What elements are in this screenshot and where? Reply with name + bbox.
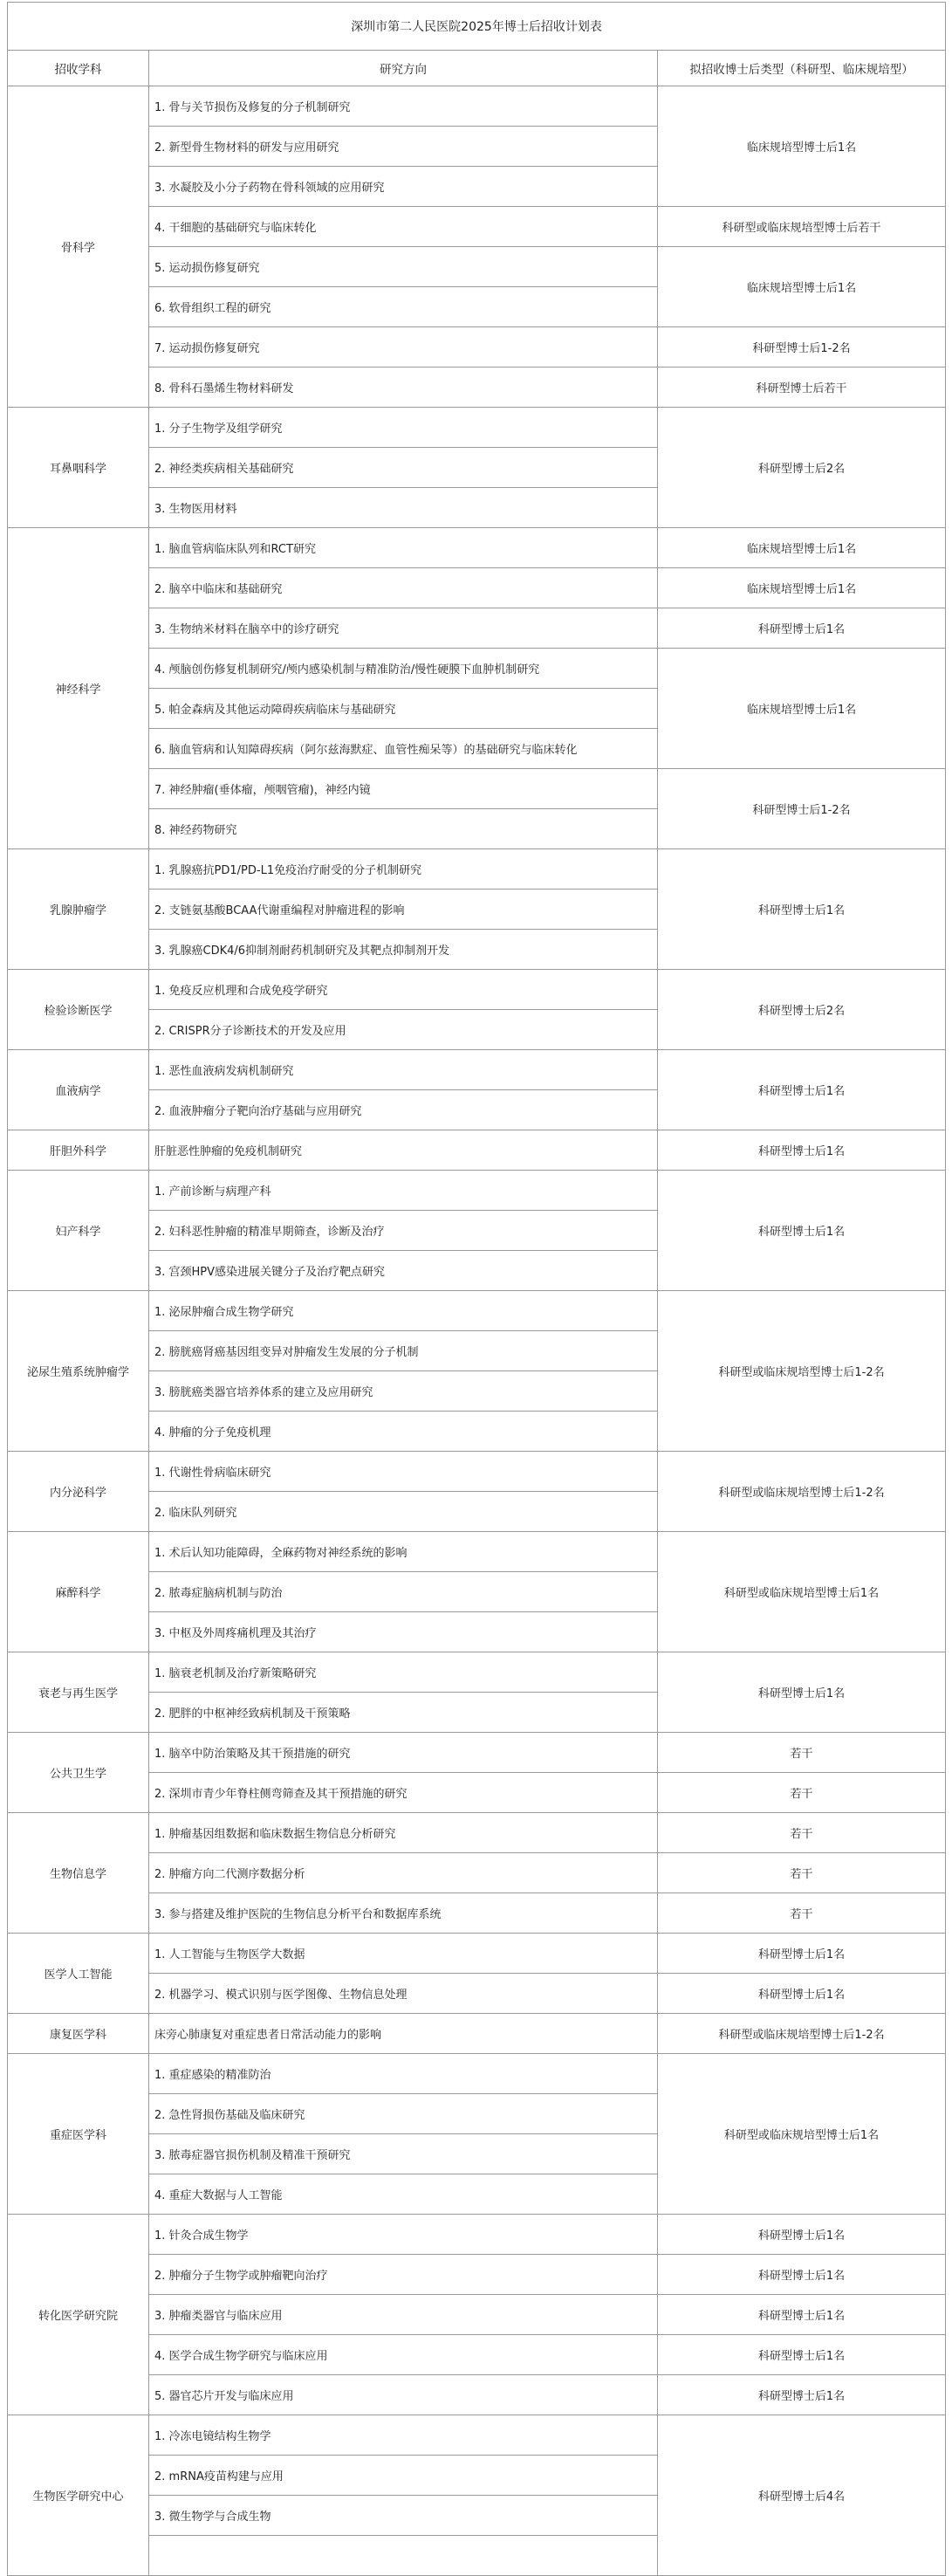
direction-cell: 4. 干细胞的基础研究与临床转化: [149, 207, 658, 247]
direction-cell: 肝脏恶性肿瘤的免疫机制研究: [149, 1130, 658, 1171]
direction-cell: 3. 生物纳米材料在脑卒中的诊疗研究: [149, 608, 658, 649]
table-row: [8, 1853, 946, 1893]
table-row: [8, 1532, 946, 1572]
table-row: [8, 2415, 946, 2456]
type-cell: 科研型或临床规培型博士后若干: [658, 207, 946, 247]
direction-cell: 1. 针灸合成生物学: [149, 2215, 658, 2255]
table-row: [8, 2014, 946, 2054]
type-cell: 科研型博士后2名: [658, 970, 946, 1050]
direction-cell: 3. 膀胱癌类器官培养体系的建立及应用研究: [149, 1371, 658, 1412]
direction-cell: 1. 术后认知功能障碍，全麻药物对神经系统的影响: [149, 1532, 658, 1572]
subject-cell: 衰老与再生医学: [8, 1652, 149, 1733]
type-cell: 科研型或临床规培型博士后1-2名: [658, 2014, 946, 2054]
table-row: [8, 1934, 946, 1974]
table-row: [8, 207, 946, 247]
table-row: [8, 1813, 946, 1853]
header-subject: 招收学科: [8, 51, 149, 86]
direction-cell: 8. 骨科石墨烯生物材料研发: [149, 368, 658, 408]
direction-cell: 3. 脓毒症器官损伤机制及精准干预研究: [149, 2134, 658, 2174]
type-cell: 科研型博士后2名: [658, 408, 946, 528]
subject-cell: 肝胆外科学: [8, 1130, 149, 1171]
table-row: [8, 2295, 946, 2335]
subject-cell: 医学人工智能: [8, 1934, 149, 2014]
direction-cell: 3. 中枢及外周疼痛机理及其治疗: [149, 1612, 658, 1652]
type-cell: 科研型博士后若干: [658, 368, 946, 408]
recruitment-plan-table: [7, 2, 946, 2576]
table-row: [8, 608, 946, 649]
table-row: [8, 1733, 946, 1773]
table-row: [8, 327, 946, 368]
direction-cell: 2. 血液肿瘤分子靶向治疗基础与应用研究: [149, 1090, 658, 1130]
type-cell: 科研型博士后1名: [658, 608, 946, 649]
direction-cell: 2. 临床队列研究: [149, 1492, 658, 1532]
table-row: [8, 1893, 946, 1934]
direction-cell: 1. 免疫反应机理和合成免疫学研究: [149, 970, 658, 1010]
type-cell: 若干: [658, 1853, 946, 1893]
type-cell: 科研型或临床规培型博士后1-2名: [658, 1452, 946, 1532]
type-cell: 科研型博士后1名: [658, 1050, 946, 1130]
subject-cell: 内分泌科学: [8, 1452, 149, 1532]
type-cell: 科研型博士后1名: [658, 2375, 946, 2415]
table-row: [8, 528, 946, 568]
table-row: [8, 1171, 946, 1211]
subject-cell: 血液病学: [8, 1050, 149, 1130]
table-row: [8, 1773, 946, 1813]
direction-cell: 1. 恶性血液病发病机制研究: [149, 1050, 658, 1090]
type-cell: 科研型博士后4名: [658, 2415, 946, 2576]
type-cell: 科研型博士后1名: [658, 2255, 946, 2295]
direction-cell: 2. mRNA疫苗构建与应用: [149, 2456, 658, 2496]
direction-cell: 5. 器官芯片开发与临床应用: [149, 2375, 658, 2415]
type-cell: 临床规培型博士后1名: [658, 649, 946, 769]
header-type: 拟招收博士后类型（科研型、临床规培型）: [658, 51, 946, 86]
direction-cell: 6. 脑血管病和认知障碍疾病（阿尔兹海默症、血管性痴呆等）的基础研究与临床转化: [149, 729, 658, 769]
direction-cell: 3. 参与搭建及维护医院的生物信息分析平台和数据库系统: [149, 1893, 658, 1934]
direction-cell: 2. 新型骨生物材料的研发与应用研究: [149, 127, 658, 167]
direction-cell: 3. 水凝胶及小分子药物在骨科领域的应用研究: [149, 167, 658, 207]
type-cell: 科研型博士后1名: [658, 2295, 946, 2335]
direction-cell: 5. 帕金森病及其他运动障碍疾病临床与基础研究: [149, 689, 658, 729]
type-cell: 科研型博士后1-2名: [658, 327, 946, 368]
type-cell: 科研型博士后1-2名: [658, 769, 946, 849]
type-cell: 若干: [658, 1893, 946, 1934]
table-row: [8, 2335, 946, 2375]
table-row: [8, 970, 946, 1010]
table-title: 深圳市第二人民医院2025年博士后招收计划表: [8, 3, 946, 51]
direction-cell: 1. 乳腺癌抗PD1/PD-L1免疫治疗耐受的分子机制研究: [149, 849, 658, 890]
direction-cell: 1. 脑卒中防治策略及其干预措施的研究: [149, 1733, 658, 1773]
table-row: [8, 2054, 946, 2094]
table-row: [8, 1130, 946, 1171]
direction-cell: 2. 脑卒中临床和基础研究: [149, 568, 658, 608]
direction-cell: 7. 神经肿瘤(垂体瘤，颅咽管瘤)，神经内镜: [149, 769, 658, 809]
subject-cell: 骨科学: [8, 86, 149, 408]
type-cell: 若干: [658, 1813, 946, 1853]
subject-cell: 麻醉科学: [8, 1532, 149, 1652]
table-row: [8, 849, 946, 890]
table-row: [8, 649, 946, 689]
direction-cell: 2. 肿瘤分子生物学或肿瘤靶向治疗: [149, 2255, 658, 2295]
subject-cell: 转化医学研究院: [8, 2215, 149, 2415]
table-row: [8, 568, 946, 608]
type-cell: 若干: [658, 1733, 946, 1773]
subject-cell: 生物信息学: [8, 1813, 149, 1934]
direction-cell: 8. 神经药物研究: [149, 809, 658, 849]
type-cell: 若干: [658, 1773, 946, 1813]
direction-cell: 3. 肿瘤类器官与临床应用: [149, 2295, 658, 2335]
table-row: [8, 2215, 946, 2255]
direction-cell: 2. 急性肾损伤基础及临床研究: [149, 2094, 658, 2134]
direction-cell: 2. 神经类疾病相关基础研究: [149, 448, 658, 488]
subject-cell: 生物医学研究中心: [8, 2415, 149, 2576]
subject-cell: 妇产科学: [8, 1171, 149, 1291]
type-cell: 科研型或临床规培型博士后1名: [658, 2054, 946, 2215]
table-row: [8, 2375, 946, 2415]
type-cell: 临床规培型博士后1名: [658, 528, 946, 568]
direction-cell: 1. 冷冻电镜结构生物学: [149, 2415, 658, 2456]
direction-cell: 2. 脓毒症脑病机制与防治: [149, 1572, 658, 1612]
subject-cell: 检验诊断医学: [8, 970, 149, 1050]
direction-cell: 1. 重症感染的精准防治: [149, 2054, 658, 2094]
table-row: [8, 1974, 946, 2014]
direction-cell: 床旁心肺康复对重症患者日常活动能力的影响: [149, 2014, 658, 2054]
direction-cell: 2. 肿瘤方向二代测序数据分析: [149, 1853, 658, 1893]
subject-cell: 乳腺肿瘤学: [8, 849, 149, 970]
subject-cell: 泌尿生殖系统肿瘤学: [8, 1291, 149, 1452]
type-cell: 科研型博士后1名: [658, 849, 946, 970]
direction-cell: 1. 产前诊断与病理产科: [149, 1171, 658, 1211]
type-cell: 临床规培型博士后1名: [658, 86, 946, 207]
subject-cell: 公共卫生学: [8, 1733, 149, 1813]
direction-cell: 4. 颅脑创伤修复机制研究/颅内感染机制与精准防治/慢性硬膜下血肿机制研究: [149, 649, 658, 689]
type-cell: 科研型博士后1名: [658, 1934, 946, 1974]
direction-cell: 1. 骨与关节损伤及修复的分子机制研究: [149, 86, 658, 127]
direction-cell: 7. 运动损伤修复研究: [149, 327, 658, 368]
table-row: [8, 1452, 946, 1492]
direction-cell: 4. 重症大数据与人工智能: [149, 2174, 658, 2215]
table-row: [8, 1652, 946, 1693]
direction-cell: 2. 妇科恶性肿瘤的精准早期筛查，诊断及治疗: [149, 1211, 658, 1251]
table-row: [8, 1050, 946, 1090]
direction-cell: 1. 泌尿肿瘤合成生物学研究: [149, 1291, 658, 1331]
type-cell: 科研型博士后1名: [658, 2335, 946, 2375]
direction-cell: 1. 肿瘤基因组数据和临床数据生物信息分析研究: [149, 1813, 658, 1853]
type-cell: 科研型博士后1名: [658, 1974, 946, 2014]
type-cell: 临床规培型博士后1名: [658, 247, 946, 327]
subject-cell: 神经科学: [8, 528, 149, 849]
direction-cell: 1. 分子生物学及组学研究: [149, 408, 658, 448]
direction-cell: 2. 支链氨基酸BCAA代谢重编程对肿瘤进程的影响: [149, 890, 658, 930]
type-cell: 科研型博士后1名: [658, 2215, 946, 2255]
direction-cell: 3. 乳腺癌CDK4/6抑制剂耐药机制研究及其靶点抑制剂开发: [149, 930, 658, 970]
direction-cell: 1. 脑血管病临床队列和RCT研究: [149, 528, 658, 568]
type-cell: 科研型或临床规培型博士后1名: [658, 1532, 946, 1652]
direction-cell: 4. 肿瘤的分子免疫机理: [149, 1412, 658, 1452]
direction-cell: 3. 生物医用材料: [149, 488, 658, 528]
type-cell: 科研型博士后1名: [658, 1652, 946, 1733]
header-direction: 研究方向: [149, 51, 658, 86]
direction-cell: 2. 肥胖的中枢神经致病机制及干预策略: [149, 1693, 658, 1733]
type-cell: 科研型博士后1名: [658, 1130, 946, 1171]
table-row: [8, 769, 946, 809]
direction-cell: 2. 深圳市青少年脊柱侧弯筛查及其干预措施的研究: [149, 1773, 658, 1813]
subject-cell: 耳鼻咽科学: [8, 408, 149, 528]
direction-cell: 1. 脑衰老机制及治疗新策略研究: [149, 1652, 658, 1693]
table-row: [8, 86, 946, 127]
table-row: [8, 247, 946, 287]
type-cell: 临床规培型博士后1名: [658, 568, 946, 608]
direction-cell: 6. 软骨组织工程的研究: [149, 287, 658, 327]
direction-cell: 2. 机器学习、模式识别与医学图像、生物信息处理: [149, 1974, 658, 2014]
table-row: [8, 408, 946, 448]
subject-cell: 康复医学科: [8, 2014, 149, 2054]
direction-cell: 1. 代谢性骨病临床研究: [149, 1452, 658, 1492]
direction-cell: 1. 人工智能与生物医学大数据: [149, 1934, 658, 1974]
direction-cell: 4. 医学合成生物学研究与临床应用: [149, 2335, 658, 2375]
table-body: [8, 86, 946, 2576]
direction-cell: 3. 微生物学与合成生物: [149, 2496, 658, 2536]
direction-cell: 3. 宫颈HPV感染进展关键分子及治疗靶点研究: [149, 1251, 658, 1291]
direction-cell: [149, 2536, 658, 2576]
table-row: [8, 368, 946, 408]
table-row: [8, 1291, 946, 1331]
type-cell: 科研型博士后1名: [658, 1171, 946, 1291]
direction-cell: 2. CRISPR分子诊断技术的开发及应用: [149, 1010, 658, 1050]
type-cell: 科研型或临床规培型博士后1-2名: [658, 1291, 946, 1452]
table-row: [8, 2255, 946, 2295]
subject-cell: 重症医学科: [8, 2054, 149, 2215]
direction-cell: 5. 运动损伤修复研究: [149, 247, 658, 287]
direction-cell: 2. 膀胱癌肾癌基因组变异对肿瘤发生发展的分子机制: [149, 1331, 658, 1371]
